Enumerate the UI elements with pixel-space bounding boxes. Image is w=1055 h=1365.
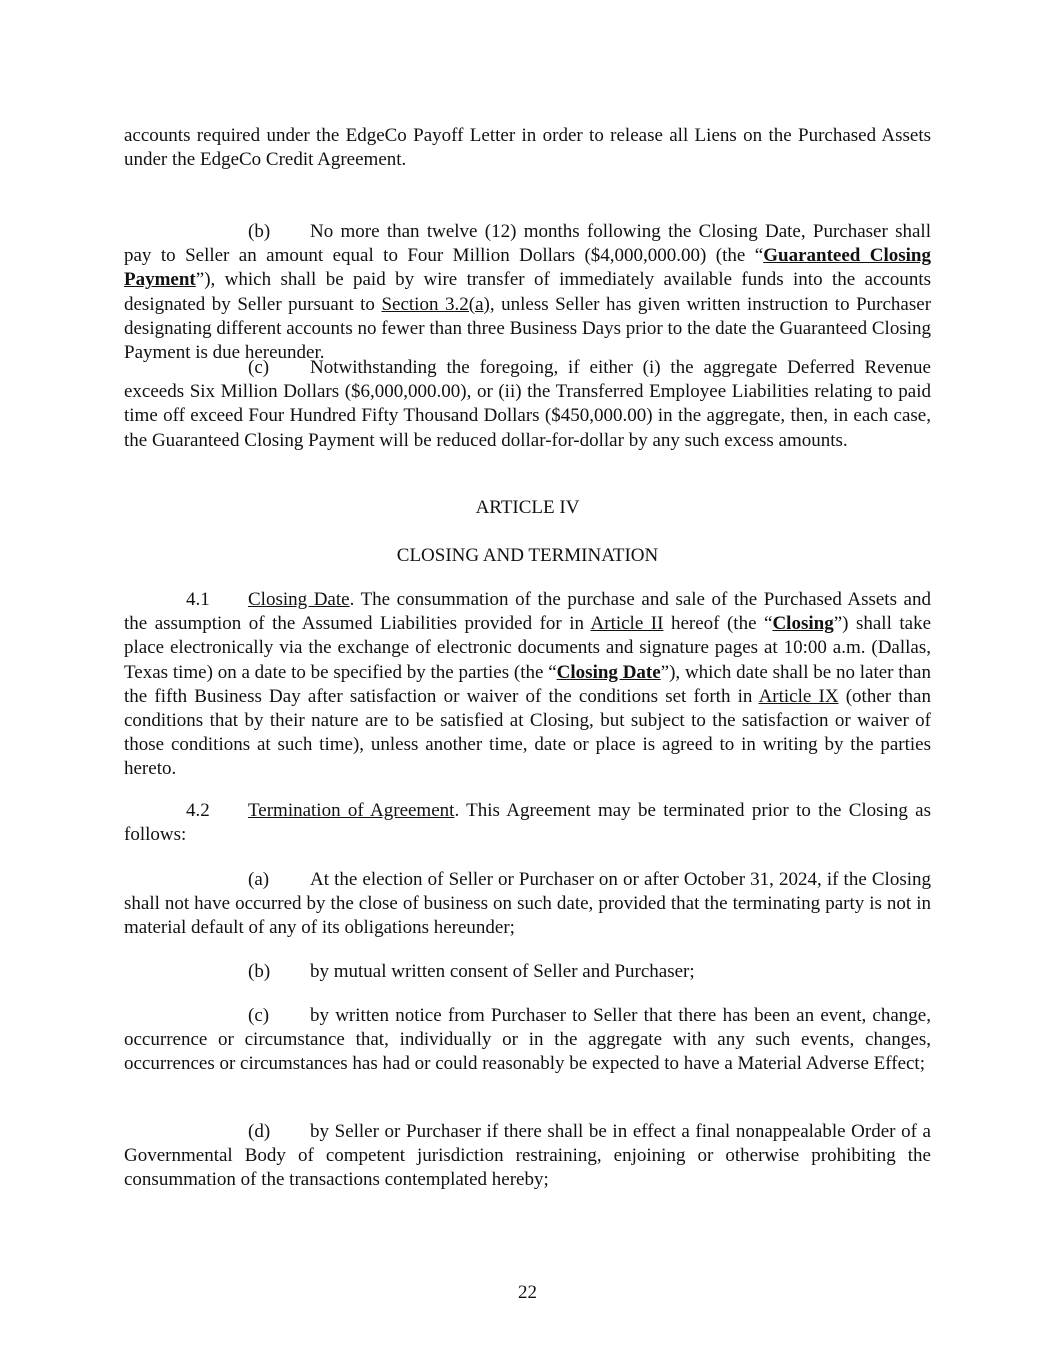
cross-reference-link[interactable]: Article II: [590, 613, 664, 635]
item-number: (a): [248, 869, 270, 890]
section-3-3-b-paragraph: (b) No more than twelve (12) months following the Closing Date, Purchaser shall pay to Seller an amount equal to Four Million Dollars ($4,000,000.00) (the “Guaranteed Closing Payment”), which shall be paid by wire transfer of immediately available funds into the accounts designated by Seller pursuant to Section 3.2(a), unless Seller has given written instruction to Purchaser designating different accounts no fewer than three Business Days prior to the date the Guaranteed Closing Payment is due hereunder.: [124, 221, 932, 364]
continuation-paragraph: accounts required under the EdgeCo Payoff Letter in order to release all Liens on the Purchased Assets under the EdgeCo Credit Agreement.: [124, 125, 931, 171]
defined-term: Guaranteed Closing Payment: [124, 245, 931, 291]
defined-term: Closing: [772, 613, 834, 635]
section-4-2-a-paragraph: (a) At the election of Seller or Purchaser on or after October 31, 2024, if the Closing shall not have occurred by the close of business on such date, provided that the terminating party is not in material default of any of its obligations hereunder;: [124, 869, 931, 939]
cross-reference-link[interactable]: Article IX: [758, 685, 839, 707]
page-number: 22: [518, 1282, 537, 1303]
section-number: 4.2: [186, 800, 210, 821]
article-title: CLOSING AND TERMINATION: [396, 545, 659, 566]
section-4-2-b-paragraph: (b) by mutual written consent of Seller and Purchaser;: [124, 960, 931, 984]
item-number: (d): [248, 1121, 271, 1142]
section-heading: Closing Date: [248, 589, 350, 610]
section-3-3-c-paragraph: (c) Notwithstanding the foregoing, if either (i) the aggregate Deferred Revenue exceeds Six Million Dollars ($6,000,000.00), or (ii) the Transferred Employee Liabilities relating to paid time off exceed Four Hundred Fifty Thousand Dollars ($450,000.00) in the aggregate, then, in each case, the Guaranteed Closing Payment will be reduced dollar-for-dollar by any such excess amounts.: [124, 357, 931, 451]
section-4-1-paragraph: 4.1 Closing Date. The consummation of the purchase and sale of the Purchased Assets and the assumption of the Assumed Liabilities provided for in Article II hereof (the “Closing”) shall take place electronically via the exchange of electronic documents and signature pages at 10:00 a.m. (Dallas, Texas time) on a date to be specified by the parties (the “Closing Date”), which date shall be no later than the fifth Business Day after satisfaction or waiver of the conditions set forth in Article IX (other than conditions that by their nature are to be satisfied at Closing, but subject to the satisfaction or waiver of those conditions at such time), unless another time, date or place is agreed to in writing by the parties hereto.: [124, 589, 932, 780]
cross-reference-link[interactable]: Section 3.2(a): [381, 293, 490, 315]
item-number: (c): [248, 1005, 270, 1026]
section-number: 4.1: [186, 589, 210, 610]
item-number: (b): [248, 961, 271, 982]
section-4-2-c-paragraph: (c) by written notice from Purchaser to Seller that there has been an event, change, occurrence or circumstance that, individually or in the aggregate with any such events, changes, occurrences or circumstances has had or could reasonably be expected to have a Material Adverse Effect;: [124, 1005, 931, 1075]
article-number: ARTICLE IV: [475, 497, 580, 518]
section-4-2-d-paragraph: (d) by Seller or Purchaser if there shall be in effect a final nonappealable Order of a Governmental Body of competent jurisdiction restraining, enjoining or otherwise prohibiting the consummation of the transactions contemplated hereby;: [124, 1121, 931, 1191]
item-number: (b): [248, 221, 271, 242]
item-number: (c): [248, 357, 270, 378]
section-4-2-paragraph: 4.2 Termination of Agreement. This Agreement may be terminated prior to the Closing as follows:: [124, 800, 931, 846]
defined-term: Closing Date: [556, 661, 661, 683]
section-heading: Termination of Agreement: [248, 800, 455, 821]
